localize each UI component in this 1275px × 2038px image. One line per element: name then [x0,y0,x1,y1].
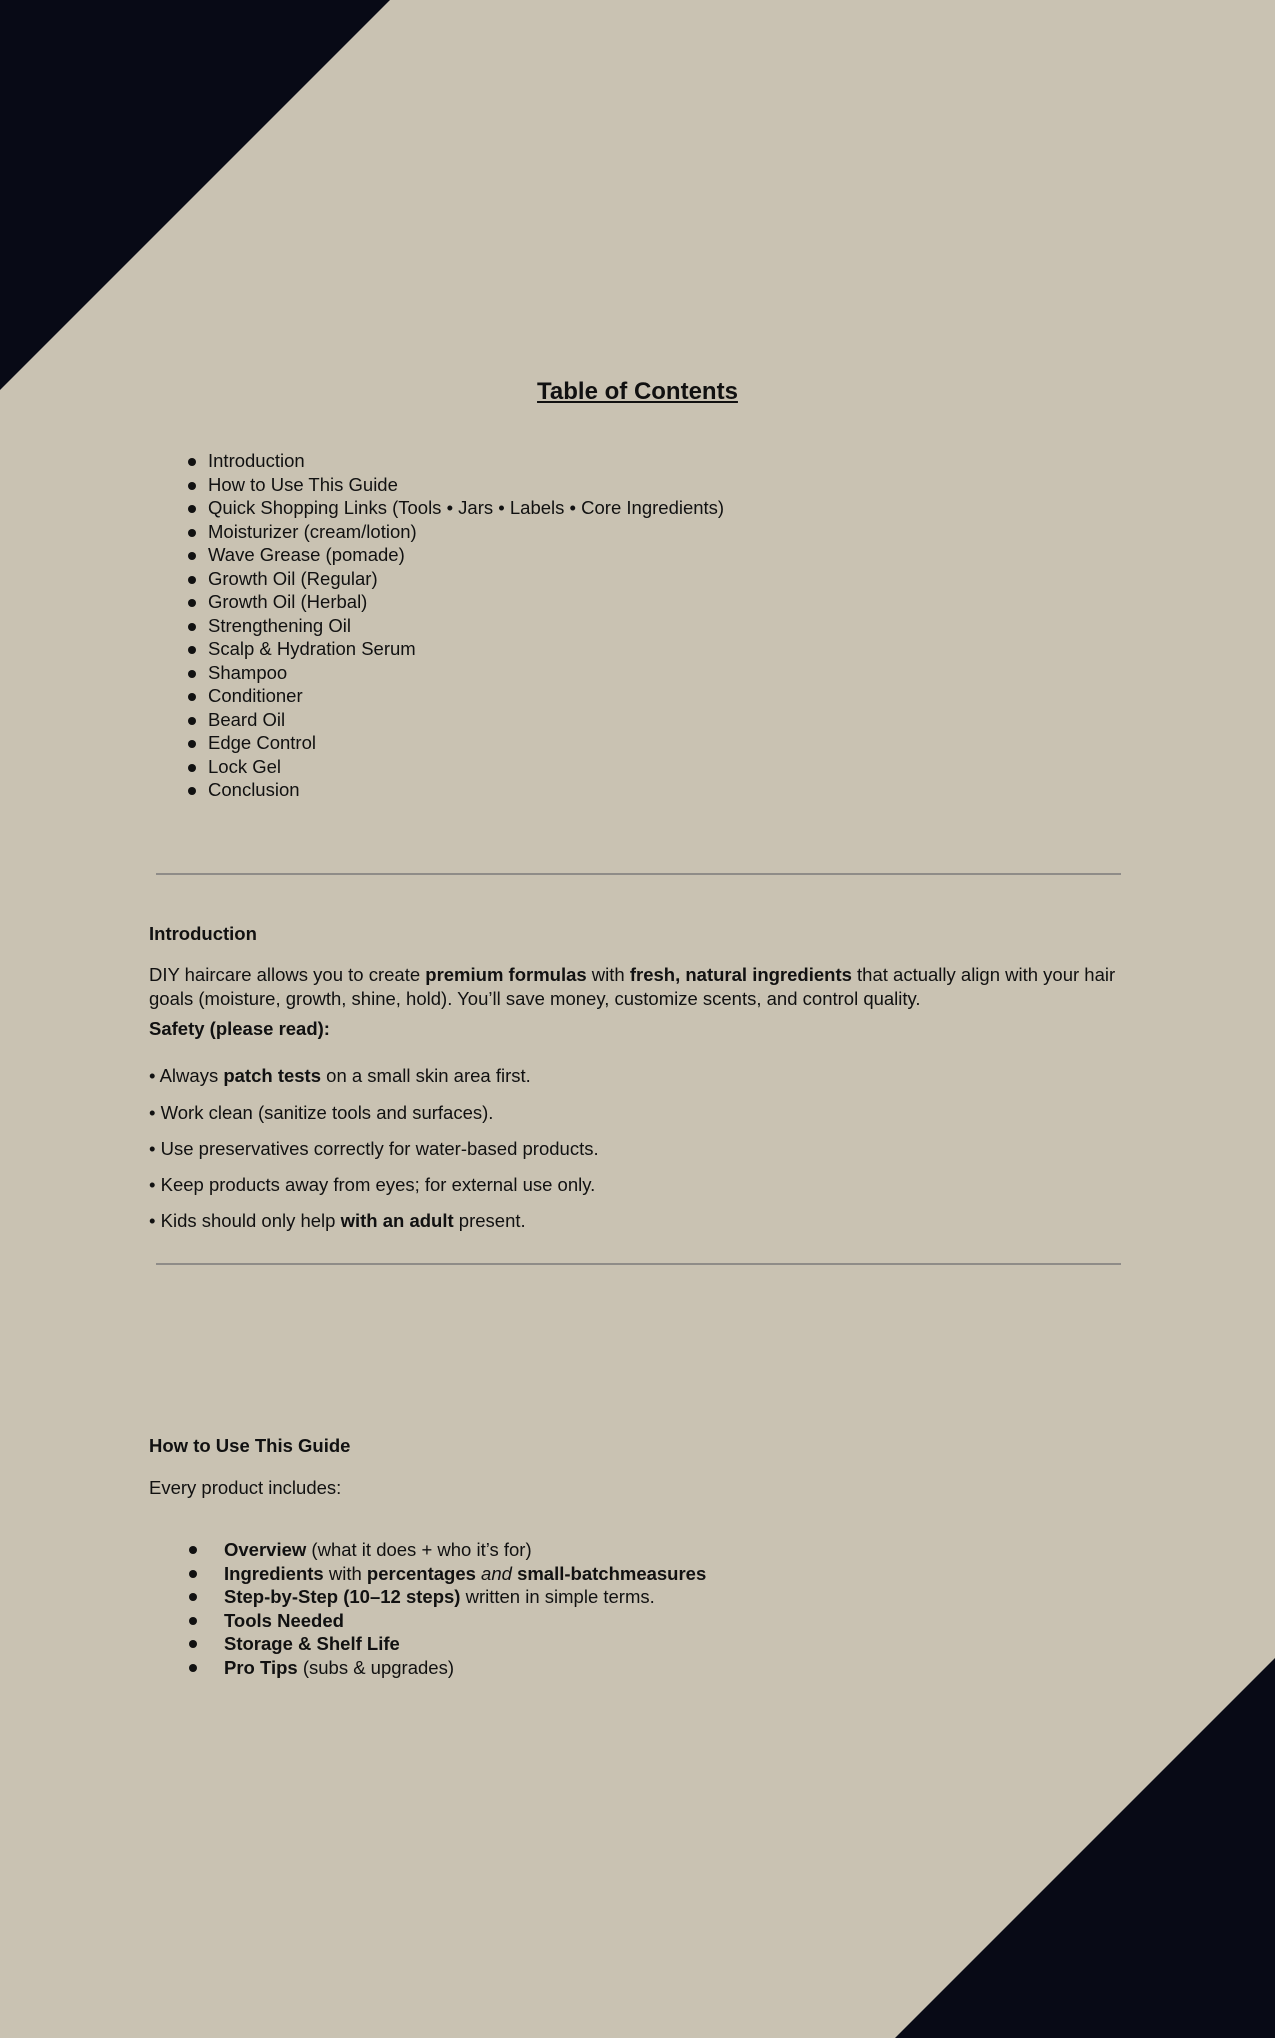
toc-item: How to Use This Guide [208,473,724,497]
list-item: Step-by-Step (10–12 steps) written in simple terms. [224,1585,706,1609]
toc-item: Scalp & Hydration Serum [208,637,724,661]
safety-item: • Use preservatives correctly for water-based products. [149,1138,599,1159]
introduction-heading: Introduction [149,923,257,944]
toc-item: Beard Oil [208,708,724,732]
how-to-use-heading: How to Use This Guide [149,1435,351,1456]
toc-item: Quick Shopping Links (Tools • Jars • Labels • Core Ingredients) [208,497,725,518]
safety-item: • Work clean (sanitize tools and surfaces). [149,1102,494,1123]
introduction-paragraph: DIY haircare allows you to create premium formulas with fresh, natural ingredients that actually align with your hair goals (moisture, growth, shine, hold). You’ll save money, customize scents, and control quality. [149,964,1116,1009]
toc-item: Growth Oil (Herbal) [208,590,724,614]
corner-decoration-top-left [0,0,390,390]
toc-item: Growth Oil (Regular) [208,567,724,591]
safety-item: • Always patch tests on a small skin area first. [149,1065,531,1086]
safety-label: Safety (please read): [149,1018,330,1039]
safety-item: • Keep products away from eyes; for external use only. [149,1174,596,1195]
list-item: Overview (what it does + who it’s for) [224,1538,706,1562]
list-item: Tools Needed [224,1609,706,1633]
toc-item: Conclusion [208,778,724,802]
toc-item: Lock Gel [208,755,724,779]
toc-item: Edge Control [208,731,724,755]
list-item: Pro Tips (subs & upgrades) [224,1656,706,1680]
list-item: Ingredients with percentages and small-batchmeasures [224,1562,707,1584]
toc-item: Moisturizer (cream/lotion) [208,520,724,544]
list-item: Storage & Shelf Life [224,1632,706,1656]
corner-decoration-bottom-right [895,1658,1275,2038]
product-includes-list [224,1538,706,1679]
toc-item: Strengthening Oil [208,614,724,638]
toc-item: Shampoo [208,661,724,685]
section-divider [156,1263,1121,1265]
toc-item: Wave Grease (pomade) [208,543,724,567]
toc-title: Table of Contents [537,378,738,405]
section-divider [156,873,1121,875]
toc-list [208,449,724,802]
toc-item: Introduction [208,449,724,473]
safety-item: • Kids should only help with an adult present. [149,1210,526,1231]
toc-item: Conditioner [208,684,724,708]
how-to-use-intro: Every product includes: [149,1477,342,1498]
